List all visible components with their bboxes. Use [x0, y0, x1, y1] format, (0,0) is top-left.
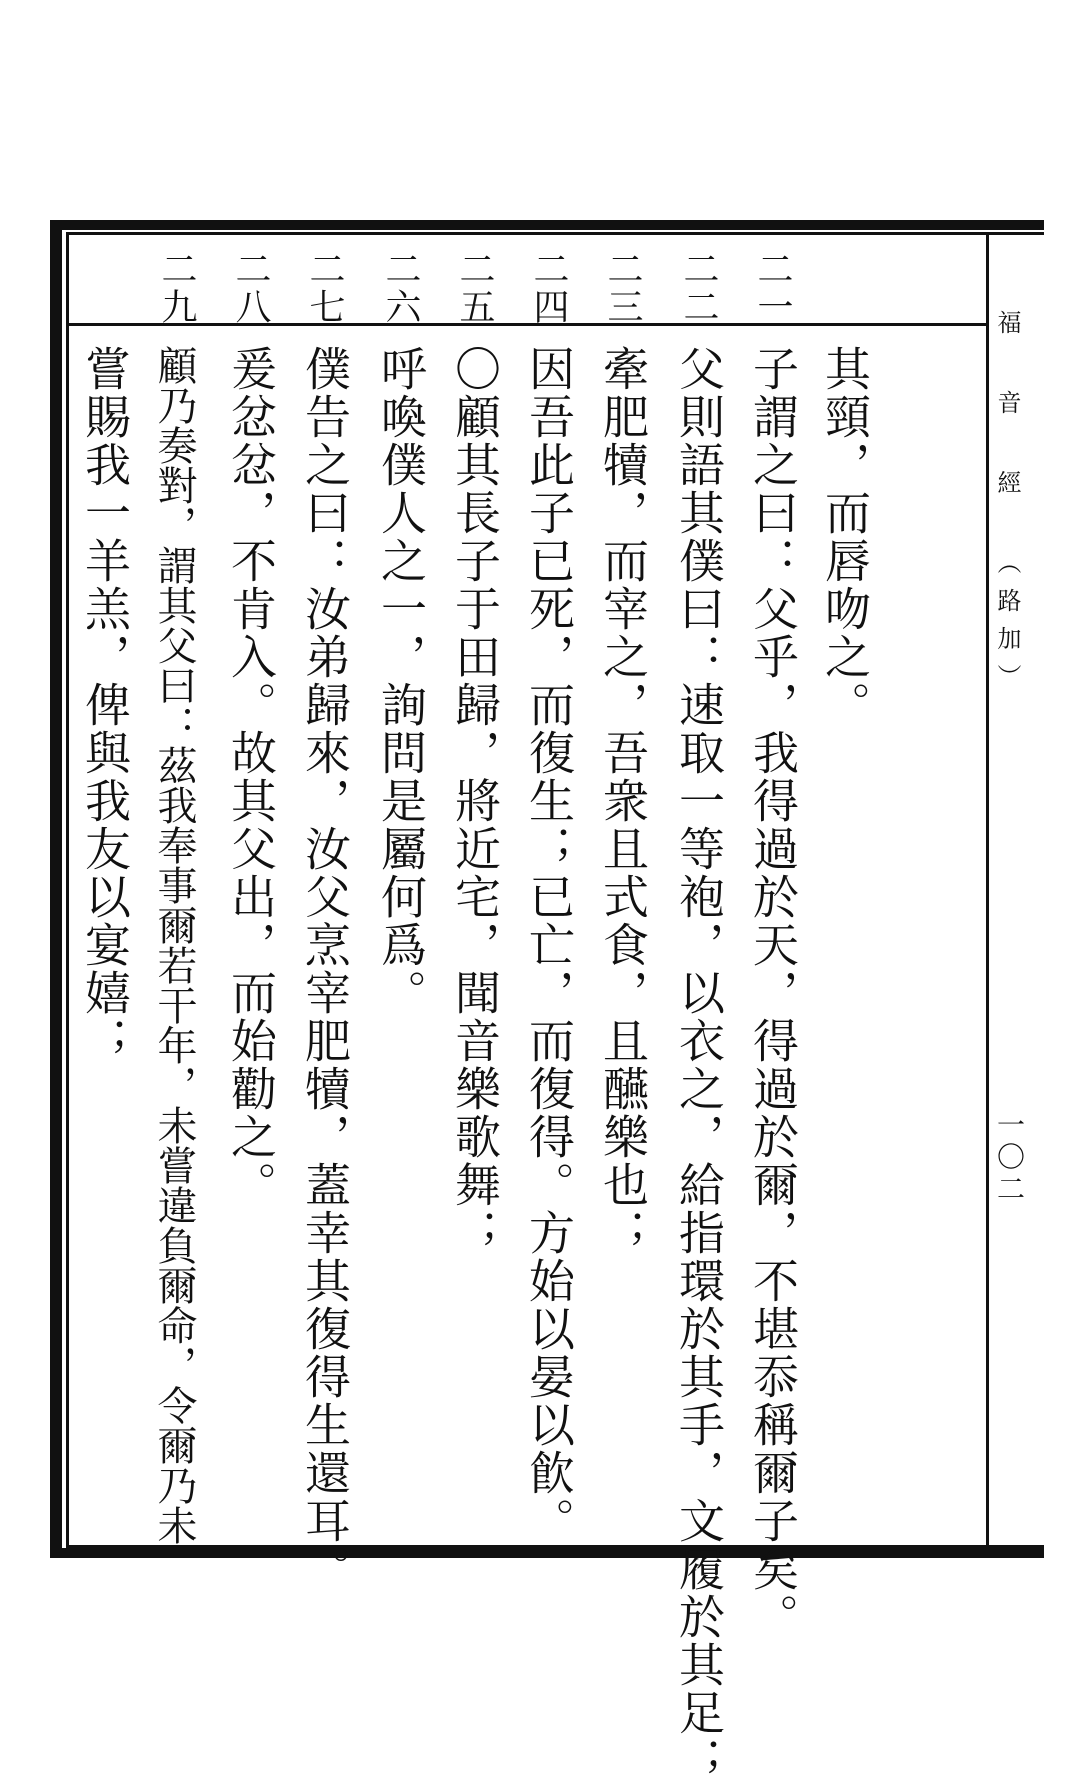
text-column: 〇顧其長子于田歸，將近宅，聞音樂歌舞；	[448, 345, 502, 1257]
text-column: 因吾此子已死，而復生；已亡，而復得。方始以晏以飮。	[522, 345, 576, 1545]
text-column: 子謂之曰：父乎，我得過於天，得過於爾，不堪忝稱爾子矣。	[746, 345, 800, 1641]
running-title: 福 音 經 （路加）	[993, 310, 1021, 702]
text-column: 其頸，而唇吻之。	[818, 345, 872, 729]
text-column: 爰忿忿，不肯入。故其父出，而始勸之。	[224, 345, 278, 1209]
verse-number: 二七	[304, 250, 345, 326]
verse-number: 二八	[230, 250, 271, 326]
text-column: 牽肥犢，而宰之，吾衆且式食，且醼樂也；	[596, 345, 650, 1257]
inner-border-left	[66, 232, 69, 1548]
verse-number: 二二	[678, 250, 719, 326]
verse-number: 二四	[528, 250, 569, 326]
page-number: 一〇二	[993, 1110, 1026, 1206]
verse-number: 二五	[454, 250, 495, 326]
text-column: 嘗賜我一羊羔，俾與我友以宴嬉；	[78, 345, 132, 1065]
verse-number: 二九	[156, 250, 197, 326]
text-column: 呼喚僕人之一，詢問是屬何爲。	[374, 345, 428, 1017]
verse-number-rule	[66, 323, 986, 326]
gutter-divider	[986, 232, 989, 1548]
verse-number: 二一	[752, 250, 793, 326]
verse-number: 二六	[380, 250, 421, 326]
text-column: 顧乃奏對，謂其父曰：茲我奉事爾若干年，未嘗違負爾命，令爾乃未	[151, 345, 197, 1545]
text-column: 父則語其僕曰：速取一等袍，以衣之，給指環於其手，文履於其足；	[672, 345, 726, 1785]
inner-border-bottom	[66, 1545, 1044, 1548]
inner-border-top	[66, 232, 1044, 235]
verse-number: 二三	[602, 250, 643, 326]
text-column: 僕告之曰：汝弟歸來，汝父烹宰肥犢，蓋幸其復得生還耳。	[298, 345, 352, 1593]
